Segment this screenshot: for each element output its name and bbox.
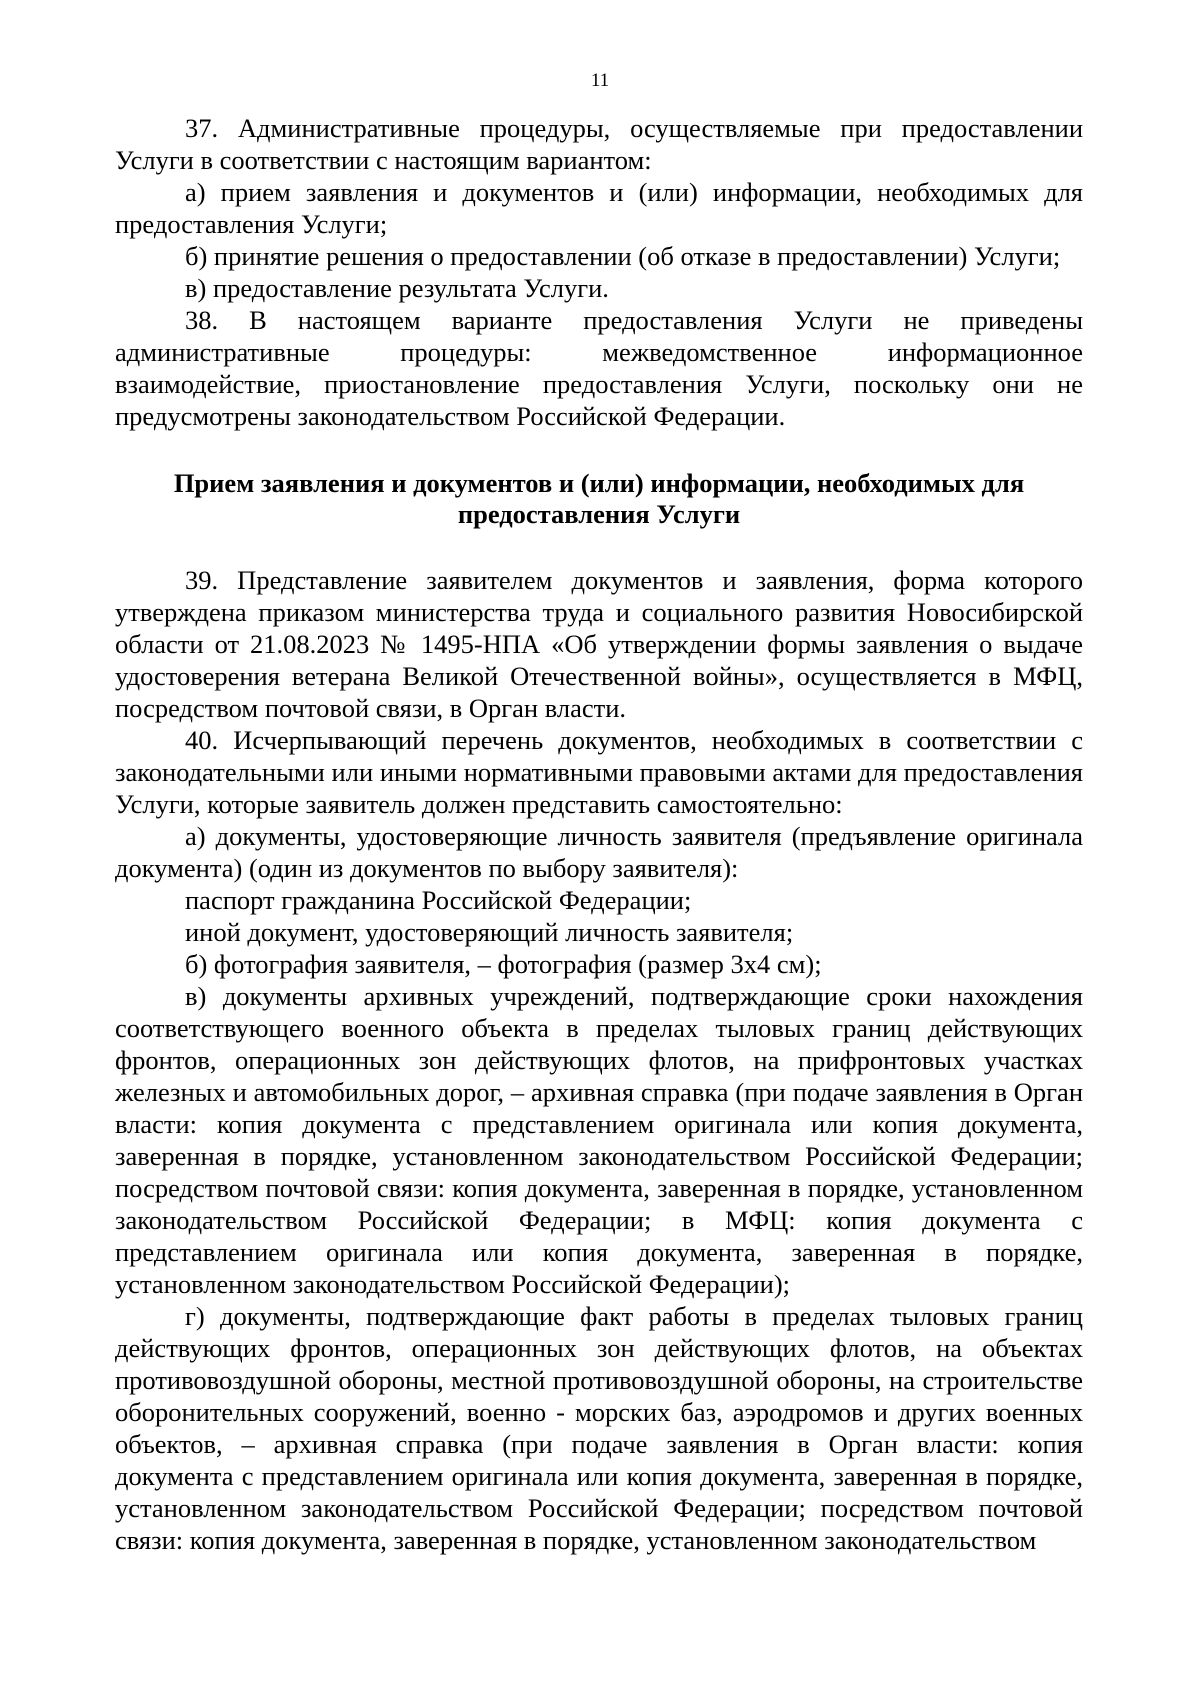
item-37-v: в) предоставление результата Услуги.	[185, 273, 609, 303]
item-40-a-other-doc: иной документ, удостоверяющий личность заявителя;	[185, 917, 794, 947]
paragraph-39: 39. Представление заявителем документов и заявления, форма которого утверждена приказом министерства труда и социального развития Новосибирской области от 21.08.2023 № 1495-НПА «Об утверждении формы заявления о выдаче удостоверения ветерана Великой Отечественной войны», осуществляется в МФЦ, посредством почтовой связи, в Орган власти.	[115, 565, 1083, 723]
item-40-v: в) документы архивных учреждений, подтверждающие сроки нахождения соответствующего военного объекта в пределах тыловых границ действующих фронтов, операционных зон действующих флотов, на прифронтовых участках железных и автомобильных дорог, – архивная справка (при подаче заявления в Орган власти: копия документа с представлением оригинала или копия документа, заверенная в порядке, установленном законодательством Российской Федерации; посредством почтовой связи: копия документа, заверенная в порядке, установленном законодательством Российской Федерации; в МФЦ: копия документа с представлением оригинала или копия документа, заверенная в порядке, установленном законодательством Российской Федерации);	[115, 981, 1083, 1299]
item-40-a-passport: паспорт гражданина Российской Федерации;	[185, 885, 692, 915]
page-number: 11	[590, 70, 610, 91]
paragraph-37: 37. Административные процедуры, осуществляемые при предоставлении Услуги в соответствии с настоящим вариантом:	[115, 113, 1083, 175]
document-body	[115, 112, 1083, 1556]
item-40-a: а) документы, удостоверяющие личность заявителя (предъявление оригинала документа) (один из документов по выбору заявителя):	[115, 821, 1083, 883]
paragraph-38: 38. В настоящем варианте предоставления Услуги не приведены административные процедуры: межведомственное информационное взаимодействие, приостановление предоставления Услуги, поскольку они не предусмотрены законодательством Российской Федерации.	[115, 305, 1083, 431]
paragraph-40: 40. Исчерпывающий перечень документов, необходимых в соответствии с законодательными или иными нормативными правовыми актами для предоставления Услуги, которые заявитель должен представить самостоятельно:	[115, 725, 1083, 819]
item-37-a: а) прием заявления и документов и (или) информации, необходимых для предоставления Услуги;	[115, 177, 1083, 239]
item-40-g: г) документы, подтверждающие факт работы в пределах тыловых границ действующих фронтов, операционных зон действующих флотов, на объектах противовоздушной обороны, местной противовоздушной обороны, на строительстве оборонительных сооружений, военно - морских баз, аэродромов и других военных объектов, – архивная справка (при подаче заявления в Орган власти: копия документа с представлением оригинала или копия документа, заверенная в порядке, установленном законодательством Российской Федерации; посредством почтовой связи: копия документа, заверенная в порядке, установленном законодательством	[115, 1301, 1083, 1555]
section-heading: Прием заявления и документов и (или) информации, необходимых для предоставления Услуги	[173, 468, 1025, 529]
item-40-b: б) фотография заявителя, – фотография (размер 3х4 см);	[185, 949, 822, 979]
item-37-b: б) принятие решения о предоставлении (об отказе в предоставлении) Услуги;	[185, 241, 1061, 271]
